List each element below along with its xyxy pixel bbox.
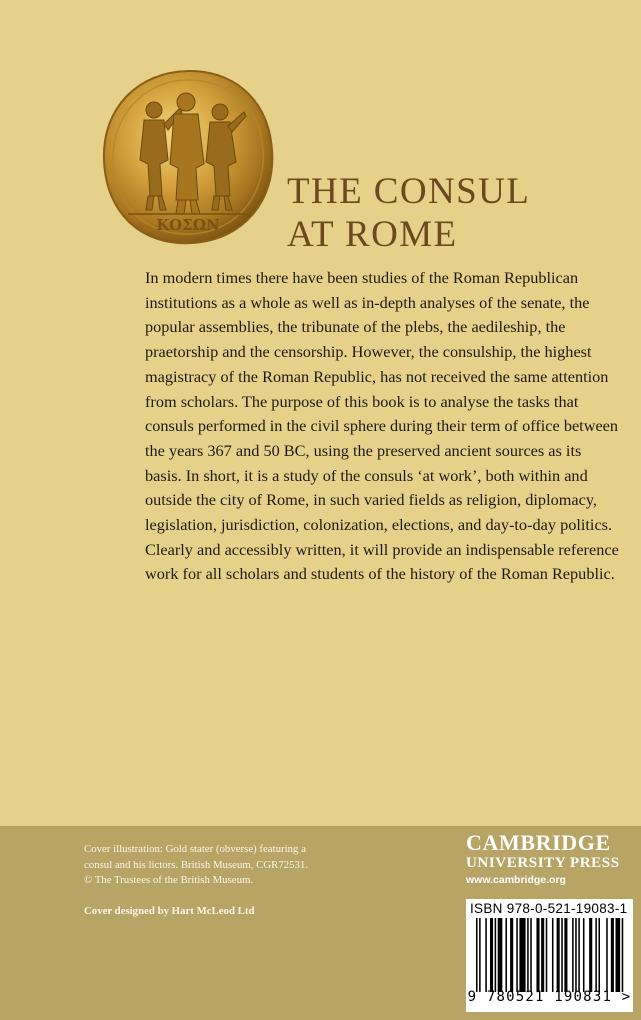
barcode-bar	[616, 918, 621, 992]
barcode-bar	[611, 918, 614, 992]
book-title	[287, 170, 530, 256]
book-description: In modern times there have been studies of the Roman Republican institutions as a whole as well as in-depth analyses of the senate, the popular assemblies, the tribunate of the plebs, the aedileship, the praetorship and the censorship. However, the consulship, the highest magistracy of the Roman Republic, has not received the same attention from scholars. The purpose of this book is to analyse the tasks that consuls performed in the civil sphere during their term of office between the years 367 and 50 BC, using the preserved ancient sources as its basis. In short, it is a study of the consuls ‘at work’, both within and outside the city of Rome, in such varied fields as religion, diplomacy, legislation, jurisdiction, colonization, elections, and day-to-day politics. Clearly and accessibly written, it will provide an indispensable reference work for all scholars and students of the history of the Roman Republic.	[145, 268, 619, 584]
barcode-panel	[466, 899, 633, 1012]
barcode-bar	[495, 918, 497, 992]
barcode-bar	[557, 918, 560, 992]
barcode-bar	[476, 918, 478, 992]
title-line-1: THE CONSUL	[287, 171, 531, 212]
publisher-url: www.cambridge.org	[466, 874, 566, 886]
barcode-digits: 9 780521 190831 >	[467, 989, 632, 1005]
credit-line-2: consul and his lictors. British Museum, CGR72531.	[84, 858, 309, 871]
credit-line-3: © The Trustees of the British Museum.	[84, 874, 254, 886]
barcode-bar	[561, 918, 563, 992]
publisher-name: CAMBRIDGE	[466, 830, 611, 855]
barcode-bar	[510, 918, 513, 992]
barcode-bar	[519, 918, 525, 992]
title-line-2: AT ROME	[287, 214, 458, 255]
barcode-bar	[578, 918, 580, 992]
barcode-bars	[470, 918, 629, 992]
barcode-bar	[505, 918, 507, 992]
barcode-bar	[589, 918, 592, 992]
barcode-bar	[598, 918, 600, 992]
barcode-bar	[572, 918, 574, 992]
barcode-bar	[575, 918, 577, 992]
barcode-bar	[546, 918, 548, 992]
barcode-bar	[564, 918, 567, 992]
barcode-bar	[536, 918, 539, 992]
cover-illustration-credit	[84, 842, 384, 889]
gold-coin-image	[100, 68, 276, 246]
barcode-bar	[490, 918, 493, 992]
barcode-bar	[583, 918, 585, 992]
barcode-bar	[530, 918, 532, 992]
isbn-label: ISBN 978-0-521-19083-1	[470, 901, 628, 916]
coin-inscription: KOΣΩN	[156, 216, 220, 234]
barcode-bar	[516, 918, 518, 992]
credit-line-1: Cover illustration: Gold stater (obverse) featuring a	[84, 843, 306, 855]
barcode-bar	[485, 918, 487, 992]
barcode-bar	[498, 918, 503, 992]
barcode-bar	[541, 918, 544, 992]
barcode-bar	[527, 918, 529, 992]
barcode-bar	[552, 918, 554, 992]
barcode-bar	[606, 918, 608, 992]
cover-designer-credit: Cover designed by Hart McLeod Ltd	[84, 905, 255, 917]
publisher-subtitle: UNIVERSITY PRESS	[466, 855, 620, 871]
barcode-bar	[595, 918, 597, 992]
publisher-logo	[466, 832, 636, 886]
barcode-bar	[622, 918, 624, 992]
barcode-bar	[479, 918, 481, 992]
